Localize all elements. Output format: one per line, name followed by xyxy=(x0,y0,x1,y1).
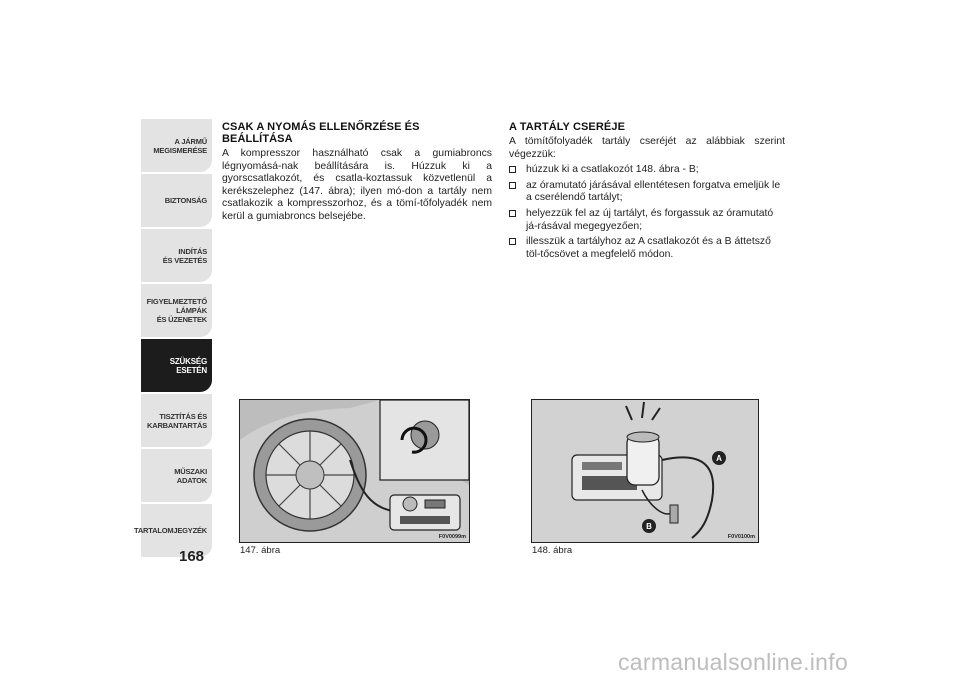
bullet-checkbox-icon xyxy=(509,238,516,245)
tab-biztonsag[interactable] xyxy=(141,174,212,227)
figure-148-container-replacement xyxy=(531,399,759,543)
compressor-wheel-illustration xyxy=(240,400,469,542)
tab-label: INDÍTÁS ÉS VEZETÉS xyxy=(162,246,207,265)
chapter-tabs xyxy=(134,119,212,559)
list-item: illesszük a tartályhoz az A csatlakozót és a B áttetsző töl-tőcsövet a megfelelő módon. xyxy=(509,236,785,261)
section-title-container-replacement: A TARTÁLY CSERÉJE xyxy=(509,121,626,133)
tab-tisztitas-es-karbantartas[interactable] xyxy=(141,394,212,447)
page-number: 168 xyxy=(179,548,205,565)
tab-muszaki-adatok[interactable] xyxy=(141,449,212,502)
tab-label: MŰSZAKI ADATOK xyxy=(174,466,207,485)
tab-label: BIZTONSÁG xyxy=(164,196,207,205)
tab-label: FIGYELMEZTETŐ LÁMPÁK ÉS ÜZENETEK xyxy=(146,297,207,324)
tab-label: TISZTÍTÁS ÉS KARBANTARTÁS xyxy=(147,411,207,430)
bullet-checkbox-icon xyxy=(509,210,516,217)
figure-code: F0V0100m xyxy=(727,534,755,540)
tab-label: TARTALOMJEGYZÉK xyxy=(134,526,207,535)
list-item: az óramutató járásával ellentétesen forgatva emeljük le a cserélendő tartályt; xyxy=(509,180,785,205)
figure-147-caption: 147. ábra xyxy=(240,545,281,556)
list-item: húzzuk ki a csatlakozót 148. ábra - B; xyxy=(509,164,785,177)
steps-list xyxy=(509,164,785,261)
callout-a-label: A xyxy=(716,454,722,463)
left-column xyxy=(222,121,492,224)
figure-147-compressor-on-wheel xyxy=(239,399,470,543)
bullet-checkbox-icon xyxy=(509,182,516,189)
tab-figyelmezteto-lampak[interactable] xyxy=(141,284,212,337)
tab-label: SZÜKSÉG ESETÉN xyxy=(169,356,207,375)
list-item: helyezzük fel az új tartályt, és forgassuk az óramutató já-rásával megegyezően; xyxy=(509,208,785,233)
figure-code: F0V0099m xyxy=(438,534,466,540)
tab-label: A JÁRMŰ MEGISMERÉSE xyxy=(153,136,207,155)
bullet-checkbox-icon xyxy=(509,166,516,173)
tab-jarmu-megismerese[interactable] xyxy=(141,119,212,172)
tab-szukseg-eseten[interactable] xyxy=(141,339,212,392)
section-title-pressure-check: CSAK A NYOMÁS ELLENŐRZÉSE ÉS BEÁLLÍTÁSA xyxy=(222,121,420,145)
section-intro: A tömítőfolyadék tartály cseréjét az alábbiak szerint végezzük: xyxy=(509,136,785,160)
callout-b-label: B xyxy=(646,522,652,531)
container-replacement-illustration xyxy=(532,400,758,542)
tab-inditas-es-vezetes[interactable] xyxy=(141,229,212,282)
section-body-pressure-check: A kompresszor használható csak a gumiabroncs légnyomásá-nak beállítására is. Húzzuk ki a gyorscsatlakozót, és csatla-koztassuk közvetlenül a kerékszelephez (147. ábra); ilyen mó-don a tartály nem csatlakozik a kompresszorhoz, és a tömí-tőfolyadék nem kerül a gumiabroncs belsejébe. xyxy=(222,148,492,222)
figure-148-caption: 148. ábra xyxy=(532,545,573,556)
watermark: carmanualsonline.info xyxy=(618,649,849,675)
right-column xyxy=(509,121,785,264)
